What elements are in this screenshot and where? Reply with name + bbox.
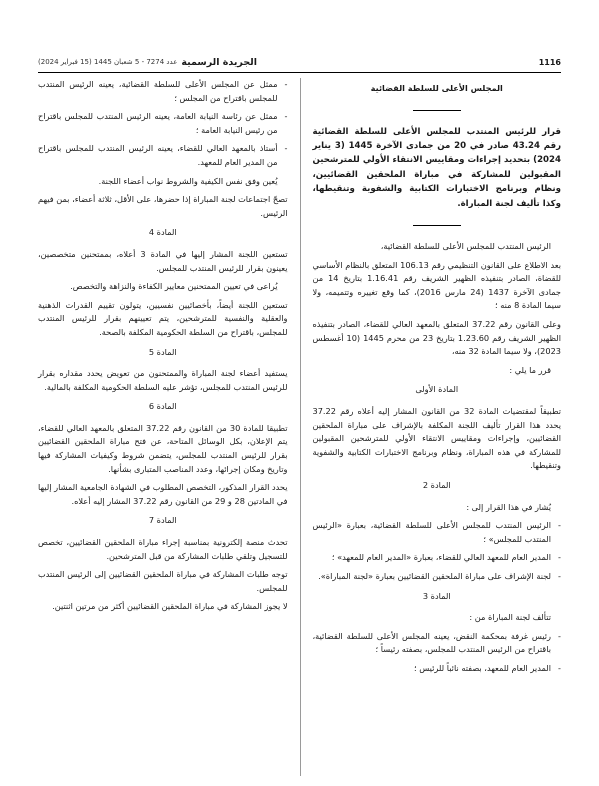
list-item: - الرئيس المنتدب للمجلس الأعلى للسلطة القضائية، بعبارة «الرئيس المنتدب للمجلس» ؛: [313, 519, 562, 546]
article-6-title: المادة 6: [148, 401, 177, 412]
quorum-paragraph: تصحّ اجتماعات لجنة المباراة إذا حضرها، على الأقل، ثلاثة أعضاء، بمن فيهم الرئيس.: [38, 194, 288, 218]
list-item: - أستاذ بالمعهد العالي للقضاء، يعينه الرئيس المنتدب للمجلس باقتراح من المدير العام للمعهد.: [38, 142, 288, 169]
article-5-paragraph-1: يستفيد أعضاء لجنة المباراة والممتحنون من تعويض يحدد مقداره بقرار للرئيس المنتدب للمجلس، تؤشر عليه السلطة الحكومية المكلفة بالمالية.: [38, 368, 288, 392]
article-4-paragraph-1: تستعين اللجنة المشار إليها في المادة 3 أعلاه، بممتحنين متخصصين، يعينون بقرار للرئيس المنتدب للمجلس.: [38, 248, 288, 273]
right-column: [300, 78, 562, 776]
article-7-paragraph-1: تحدث منصة إلكترونية بمناسبة إجراء مباراة الملحقين القضائيين، تخصص للتسجيل وتلقي طلبات المشاركة من قبل المترشحين.: [38, 537, 288, 561]
article-3-intro: تتألف لجنة المباراة من :: [469, 612, 551, 623]
list-item: - المدير العام للمعهد، بصفته نائباً للرئيس ؛: [313, 662, 562, 676]
article-7-paragraph-3: لا يجوز المشاركة في مباراة الملحقين القضائيين أكثر من مرتين اثنتين.: [52, 601, 288, 612]
decided-line: قرر ما يلي :: [509, 364, 551, 375]
article-2-title: المادة 2: [422, 479, 451, 490]
article-1-text: تطبيقاً لمقتضيات المادة 32 من القانون المشار إليه أعلاه رقم 37.22 يحدد هذا القرار تأليف اللجنة المكلفة بالإشراف على مباراة الملحقين القضائيين، وإجراءات ومقاييس الانتقاء الأولي للمترشحين المقبولين للمشاركة في هذه المباراة، ونظام وبرنامج الاختبارات الكتابية والشفوية وتنقيطها.: [312, 405, 561, 471]
issuing-authority: الرئيس المنتدب للمجلس الأعلى للسلطة القضائية،: [380, 241, 551, 252]
decree-separator: [413, 225, 461, 226]
page-number: 1116: [538, 57, 561, 67]
article-1-title: المادة الأولى: [415, 384, 459, 395]
header-masthead: [38, 57, 257, 68]
list-item: - لجنة الإشراف على مباراة الملحقين القضائيين بعبارة «لجنة المباراة».: [313, 570, 562, 584]
page-header: [38, 52, 561, 72]
article-4-title: المادة 4: [148, 227, 177, 238]
article-5-title: المادة 5: [148, 346, 177, 357]
article-3-title: المادة 3: [422, 590, 451, 601]
deputies-paragraph: يُعين وفق نفس الكيفية والشروط نواب أعضاء اللجنة.: [98, 175, 278, 186]
issue-line: عدد 7274 - 5 شعبان 1445 (15 فبراير 2024): [38, 58, 178, 66]
two-column-body: [38, 78, 561, 776]
article-7-title: المادة 7: [148, 515, 177, 526]
list-item: - رئيس غرفة بمحكمة النقض، يعينه المجلس الأعلى للسلطة القضائية، باقتراح من الرئيس المنتدب للمجلس، بصفته رئيساً ؛: [313, 630, 562, 657]
preamble-paragraph-1: بعد الاطلاع على القانون التنظيمي رقم 106.13 المتعلق بالنظام الأساسي للقضاة، الصادر بتنفيذه الظهير الشريف رقم 1.16.41 بتاريخ 14 من جمادى الآخرة 1437 (24 مارس 2016)، كما وقع تغييره وتتميمه، ولا سيما المادة 8 منه ؛: [312, 259, 561, 311]
article-2-intro: يُشار في هذا القرار إلى :: [466, 501, 551, 512]
left-column: [38, 78, 300, 776]
list-item: - المدير العام للمعهد العالي للقضاء، بعبارة «المدير العام للمعهد» ؛: [313, 551, 562, 565]
article-6-paragraph-2: يحدد القرار المذكور، التخصص المطلوب في الشهادة الجامعية المشار إليها في المادتين 28 و 29 من القانون رقم 37.22 المشار إليه أعلاه.: [38, 482, 288, 506]
preamble-paragraph-2: وعلى القانون رقم 37.22 المتعلق بالمعهد العالي للقضاء، الصادر بتنفيذه الظهير الشريف رقم 1.23.60 بتاريخ 23 من محرم 1445 (10 أغسطس 2023)، ولا سيما المادة 32 منه،: [312, 319, 561, 357]
article-7-paragraph-2: توجه طلبات المشاركة في مباراة الملحقين القضائيين إلى الرئيس المنتدب للمجلس.: [38, 569, 288, 593]
decree-title: قرار للرئيس المنتدب للمجلس الأعلى للسلطة القضائية رقم 43.24 صادر في 20 من جمادى الآخرة 1445 (3 يناير 2024) بتحديد إجراءات ومقاييس الانتقاء الأولي للمترشحين المقبولين للمشاركة في مباراة الملحقين القضائيين، ونظام وبرنامج الاختبارات الكتابية والشفوية وتنقيطها، وكذا تأليف لجنة المباراة.: [312, 126, 562, 209]
article-6-paragraph-1: تطبيقا للمادة 30 من القانون رقم 37.22 المتعلق بالمعهد العالي للقضاء، يتم الإعلان، بكل الوسائل المتاحة، عن فتح مباراة الملحقين القضائيين بقرار للرئيس المنتدب للمجلس، يتضمن شروط وكيفيات المشاركة فيها وتاريخ ومكان إجرائها، وعدد المناصب المتبارى بشأنها.: [38, 422, 288, 474]
article-4-paragraph-3: تستعين اللجنة أيضاً، بأخصائيين نفسيين، يتولون تقييم القدرات الذهنية والعقلية والنفسية للمترشحين، يتم تعيينهم بقرار للرئيس المنتدب للمجلس، باقتراح من السلطة الحكومية المكلفة بالصحة.: [38, 299, 288, 337]
gazette-title: الجريدة الرسمية: [181, 56, 258, 68]
article-4-paragraph-2: يُراعى في تعيين الممتحنين معايير الكفاءة والنزاهة والتخصص.: [70, 281, 278, 292]
list-item: - ممثل عن رئاسة النيابة العامة، يعينه الرئيس المنتدب للمجلس باقتراح من رئيس النيابة العامة ؛: [38, 110, 288, 137]
section-separator: [413, 110, 461, 111]
list-item: - ممثل عن المجلس الأعلى للسلطة القضائية، يعينه الرئيس المنتدب للمجلس باقتراح من المجلس ؛: [38, 78, 288, 105]
header-rule: [38, 72, 561, 73]
section-heading: المجلس الأعلى للسلطة القضائية: [370, 83, 503, 93]
